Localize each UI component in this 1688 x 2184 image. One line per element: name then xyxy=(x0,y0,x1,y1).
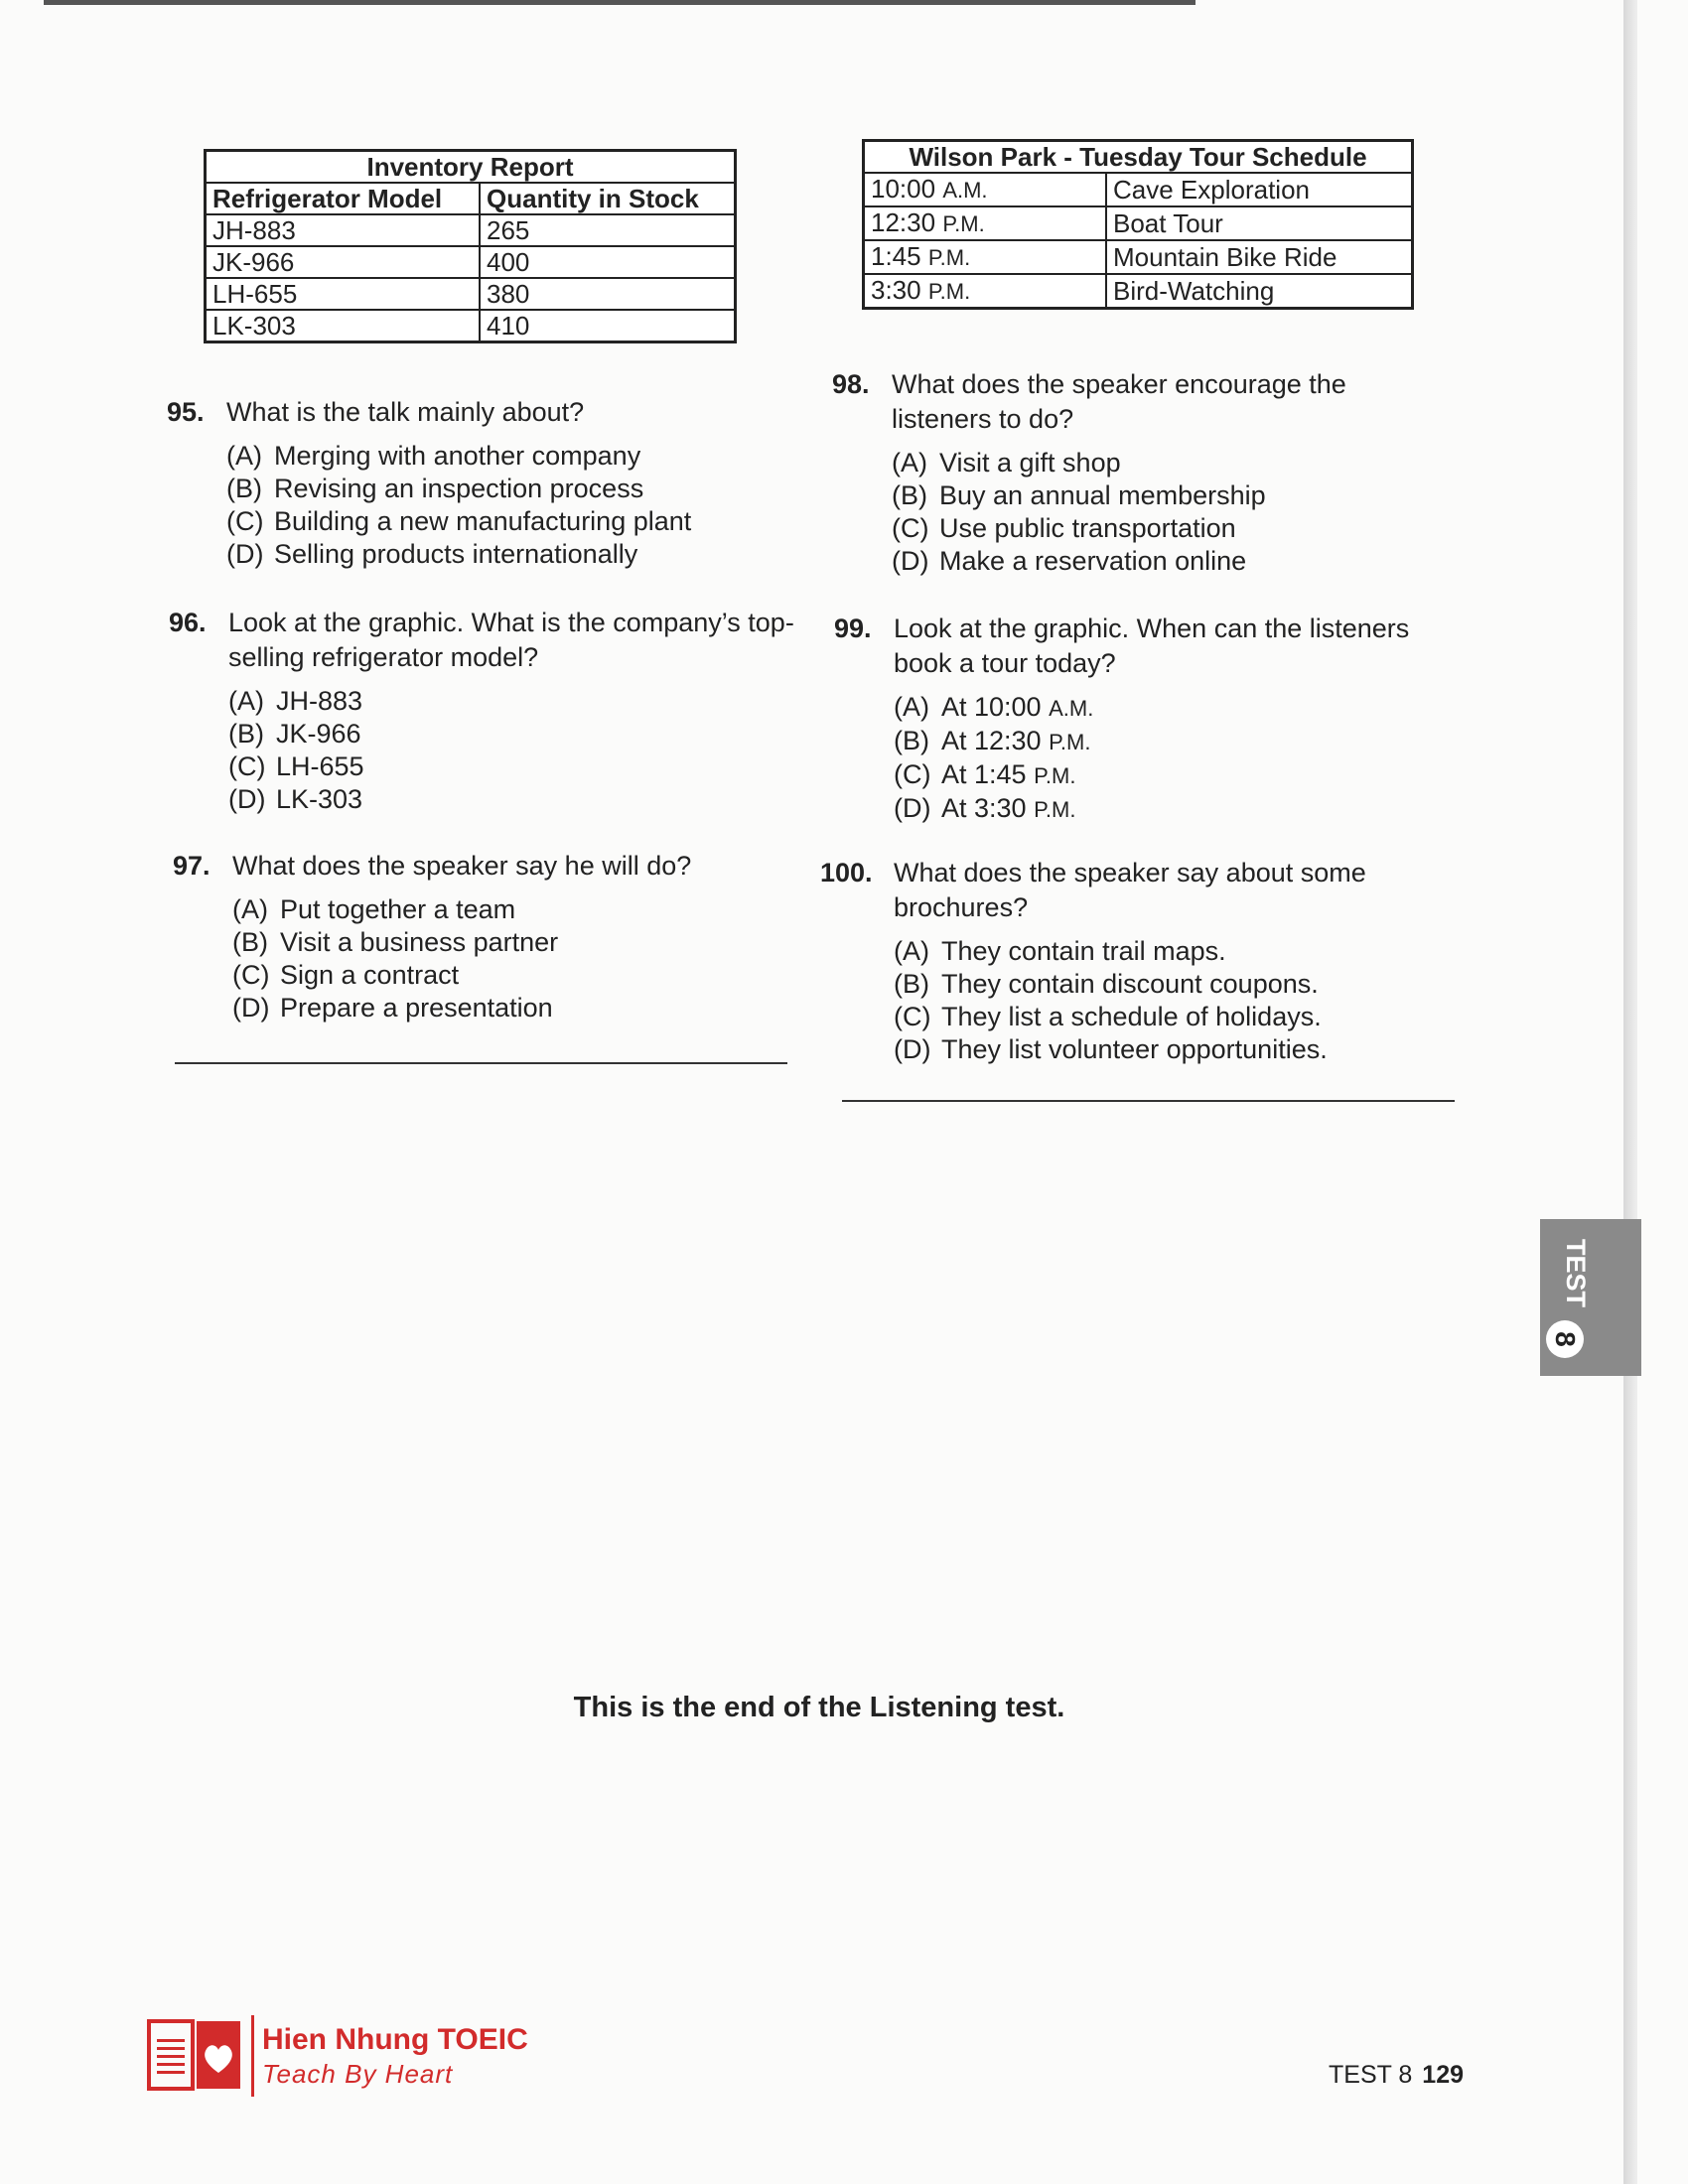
page-number: 129 xyxy=(1422,2061,1465,2089)
answer-option[interactable]: (B) Buy an annual membership xyxy=(892,480,1266,510)
table-row xyxy=(206,278,736,310)
question-number: 97. xyxy=(173,851,211,881)
section-divider xyxy=(175,1062,787,1064)
question-number: 95. xyxy=(167,397,205,427)
tour-cell: Cave Exploration xyxy=(1106,173,1413,206)
answer-option[interactable]: (A) JH-883 xyxy=(228,686,363,716)
answer-option[interactable]: (D) LK-303 xyxy=(228,784,363,814)
table-row xyxy=(864,240,1413,274)
tour-cell: Boat Tour xyxy=(1106,206,1413,240)
page-footer xyxy=(1329,2061,1464,2090)
answer-option[interactable]: (D) Selling products internationally xyxy=(226,539,638,569)
table-row xyxy=(864,274,1413,309)
quantity-cell: 400 xyxy=(480,246,736,278)
answer-option[interactable]: (C) LH-655 xyxy=(228,751,364,781)
answer-option[interactable]: (A) Visit a gift shop xyxy=(892,448,1121,478)
table-row xyxy=(864,206,1413,240)
answer-option[interactable]: (C) At 1:45 P.M. xyxy=(894,759,1076,789)
end-of-listening-text: This is the end of the Listening test. xyxy=(573,1692,1065,1723)
answer-option[interactable]: (C) Building a new manufacturing plant xyxy=(226,506,692,536)
question-100 xyxy=(820,856,1456,1066)
question-stem: What does the speaker encourage the listeners to do? xyxy=(892,369,1346,434)
table-row xyxy=(206,246,736,278)
time-cell: 3:30 P.M. xyxy=(864,274,1107,309)
question-stem: What is the talk mainly about? xyxy=(226,397,585,427)
answer-option[interactable]: (A) Merging with another company xyxy=(226,441,641,471)
time-cell: 1:45 P.M. xyxy=(864,240,1107,274)
table-row xyxy=(206,214,736,246)
inventory-caption: Inventory Report xyxy=(206,151,736,184)
footer-test-label: TEST 8 xyxy=(1329,2061,1413,2089)
answer-option[interactable]: (B) They contain discount coupons. xyxy=(894,969,1319,999)
model-cell: JH-883 xyxy=(206,214,481,246)
question-number: 100. xyxy=(820,858,873,887)
tour-cell: Bird-Watching xyxy=(1106,274,1413,309)
answer-option[interactable]: (D) They list volunteer opportunities. xyxy=(894,1034,1328,1064)
question-95 xyxy=(167,395,782,571)
answer-option[interactable]: (D) Prepare a presentation xyxy=(232,993,553,1023)
answer-option[interactable]: (B) Revising an inspection process xyxy=(226,474,644,503)
answer-option[interactable]: (A) Put together a team xyxy=(232,894,516,924)
question-97 xyxy=(173,849,788,1024)
question-96 xyxy=(169,606,794,816)
answer-option[interactable]: (D) At 3:30 P.M. xyxy=(894,793,1076,823)
question-number: 98. xyxy=(832,369,870,399)
answer-option[interactable]: (B) At 12:30 P.M. xyxy=(894,726,1091,755)
answer-option[interactable]: (B) Visit a business partner xyxy=(232,927,559,957)
question-stem: Look at the graphic. What is the company’s top-selling refrigerator model? xyxy=(228,608,794,672)
answer-option[interactable]: (C) They list a schedule of holidays. xyxy=(894,1002,1322,1031)
question-98 xyxy=(832,367,1448,578)
model-cell: LK-303 xyxy=(206,310,481,342)
answer-option[interactable]: (C) Use public transportation xyxy=(892,513,1236,543)
question-stem: What does the speaker say he will do? xyxy=(232,851,692,881)
inventory-report-table xyxy=(204,149,737,343)
question-stem: What does the speaker say about some brochures? xyxy=(894,858,1366,922)
tour-schedule-table xyxy=(862,139,1414,310)
test-tab-label: TEST xyxy=(1561,1239,1591,1308)
table-row xyxy=(864,173,1413,206)
quantity-cell: 410 xyxy=(480,310,736,342)
schedule-caption: Wilson Park - Tuesday Tour Schedule xyxy=(864,141,1413,174)
test-tab-number: 8 xyxy=(1546,1320,1584,1358)
logo-divider xyxy=(251,2015,254,2097)
answer-option[interactable]: (A) At 10:00 A.M. xyxy=(894,692,1094,722)
brand-subtitle: Teach By Heart xyxy=(262,2059,454,2089)
answer-option[interactable]: (D) Make a reservation online xyxy=(892,546,1247,576)
section-divider xyxy=(842,1100,1455,1102)
question-number: 96. xyxy=(169,608,207,637)
page-edge-shadow xyxy=(1623,0,1637,2184)
quantity-cell: 380 xyxy=(480,278,736,310)
inventory-header-quantity: Quantity in Stock xyxy=(480,183,736,214)
inventory-header-model: Refrigerator Model xyxy=(206,183,481,214)
question-stem: Look at the graphic. When can the listeners book a tour today? xyxy=(894,614,1410,678)
quantity-cell: 265 xyxy=(480,214,736,246)
answer-option[interactable]: (B) JK-966 xyxy=(228,719,361,749)
question-number: 99. xyxy=(834,614,872,643)
model-cell: LH-655 xyxy=(206,278,481,310)
time-cell: 12:30 P.M. xyxy=(864,206,1107,240)
model-cell: JK-966 xyxy=(206,246,481,278)
time-cell: 10:00 A.M. xyxy=(864,173,1107,206)
answer-option[interactable]: (A) They contain trail maps. xyxy=(894,936,1226,966)
tour-cell: Mountain Bike Ride xyxy=(1106,240,1413,274)
book-heart-logo-icon xyxy=(145,2015,244,2095)
table-row xyxy=(206,310,736,342)
brand-title: Hien Nhung TOEIC xyxy=(262,2023,528,2056)
question-99 xyxy=(834,612,1450,826)
top-border-line xyxy=(44,0,1196,5)
answer-option[interactable]: (C) Sign a contract xyxy=(232,960,460,990)
